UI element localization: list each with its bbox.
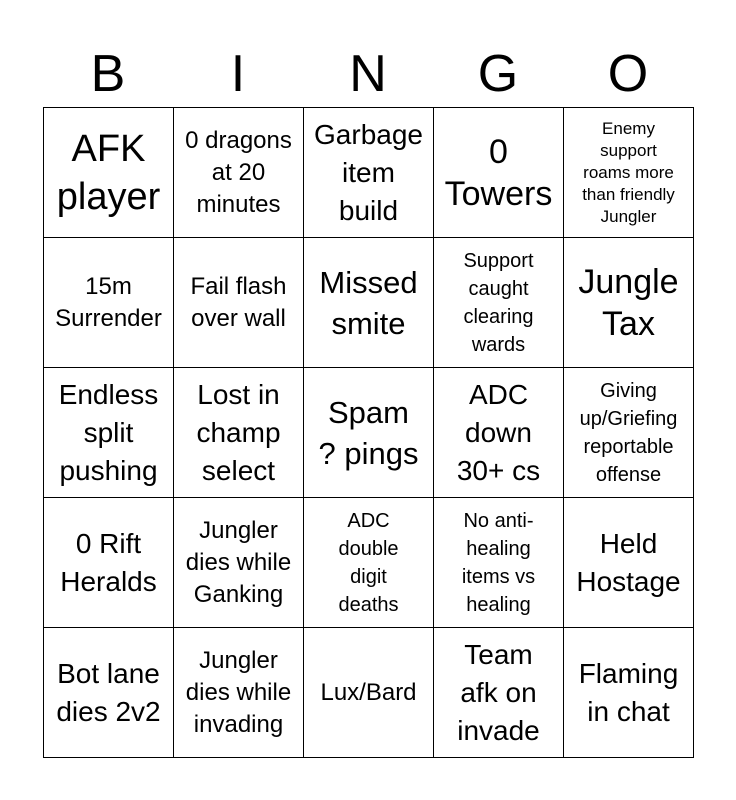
bingo-cell-text: Jungle Tax: [578, 262, 679, 343]
bingo-cell[interactable]: [564, 368, 694, 498]
bingo-cell[interactable]: [434, 628, 564, 758]
bingo-cell-text: Bot lane dies 2v2: [56, 657, 161, 727]
bingo-cell-text: Jungler dies while Ganking: [185, 516, 292, 608]
bingo-cell[interactable]: [174, 628, 304, 758]
header-letter-n: N: [349, 45, 387, 103]
bingo-cell-text: Spam ? pings: [318, 394, 419, 471]
bingo-cell[interactable]: [174, 498, 304, 628]
bingo-cell[interactable]: [434, 238, 564, 368]
bingo-cell-text: No anti- healing items vs healing: [461, 509, 536, 616]
bingo-cell[interactable]: [564, 498, 694, 628]
bingo-row-1: [44, 108, 694, 238]
bingo-row-3: [44, 368, 694, 498]
bingo-cell[interactable]: [44, 108, 174, 238]
bingo-cell-text: Fail flash over wall: [190, 272, 287, 332]
bingo-cell-text: Team afk on invade: [457, 638, 540, 746]
bingo-cell-text: ADC double digit deaths: [338, 509, 399, 616]
bingo-cell[interactable]: [44, 238, 174, 368]
bingo-cell-text: 0 Rift Heralds: [60, 527, 157, 597]
bingo-cell-text: Endless split pushing: [58, 378, 159, 486]
bingo-cell-text: Flaming in chat: [578, 657, 679, 727]
bingo-cell[interactable]: [304, 368, 434, 498]
bingo-cell-text: 0 Towers: [444, 132, 553, 213]
bingo-row-4: [44, 498, 694, 628]
header-letter-b: B: [90, 45, 126, 103]
bingo-cell[interactable]: [564, 628, 694, 758]
bingo-cell-text: AFK player: [56, 127, 161, 218]
bingo-row-2: [44, 238, 694, 368]
bingo-cell[interactable]: [434, 108, 564, 238]
header-letter-g: G: [477, 45, 519, 103]
bingo-cell[interactable]: [434, 498, 564, 628]
bingo-header: [43, 40, 693, 108]
bingo-row-5: [44, 628, 694, 758]
bingo-cell[interactable]: [44, 498, 174, 628]
bingo-cell-text: Support caught clearing wards: [463, 249, 534, 356]
bingo-cell[interactable]: [174, 368, 304, 498]
bingo-cell-text: 15m Surrender: [55, 272, 162, 332]
bingo-cell[interactable]: [44, 368, 174, 498]
bingo-cell-text: Garbage item build: [314, 118, 423, 226]
bingo-cell-text: Missed smite: [319, 264, 418, 341]
bingo-cell-text: Enemy support roams more than friendly Jungler: [582, 118, 675, 226]
bingo-cell-text: Lux/Bard: [320, 678, 417, 706]
bingo-card: [43, 107, 694, 758]
header-letter-i: I: [230, 45, 246, 103]
bingo-cell-text: Held Hostage: [576, 527, 681, 597]
bingo-cell-text: 0 dragons at 20 minutes: [185, 126, 292, 218]
bingo-cell[interactable]: [304, 108, 434, 238]
bingo-cell[interactable]: [564, 108, 694, 238]
bingo-cell-text: Giving up/Griefing reportable offense: [579, 379, 678, 486]
bingo-cell[interactable]: [304, 498, 434, 628]
bingo-cell-text: Lost in champ select: [196, 378, 281, 486]
bingo-cell[interactable]: [304, 628, 434, 758]
bingo-cell-text: ADC down 30+ cs: [456, 378, 541, 486]
header-letter-o: O: [607, 45, 649, 103]
bingo-cell[interactable]: [564, 238, 694, 368]
bingo-cell[interactable]: [174, 108, 304, 238]
bingo-cell[interactable]: [304, 238, 434, 368]
bingo-cell[interactable]: [434, 368, 564, 498]
bingo-cell[interactable]: [44, 628, 174, 758]
bingo-cell-text: Jungler dies while invading: [185, 646, 292, 738]
bingo-cell[interactable]: [174, 238, 304, 368]
